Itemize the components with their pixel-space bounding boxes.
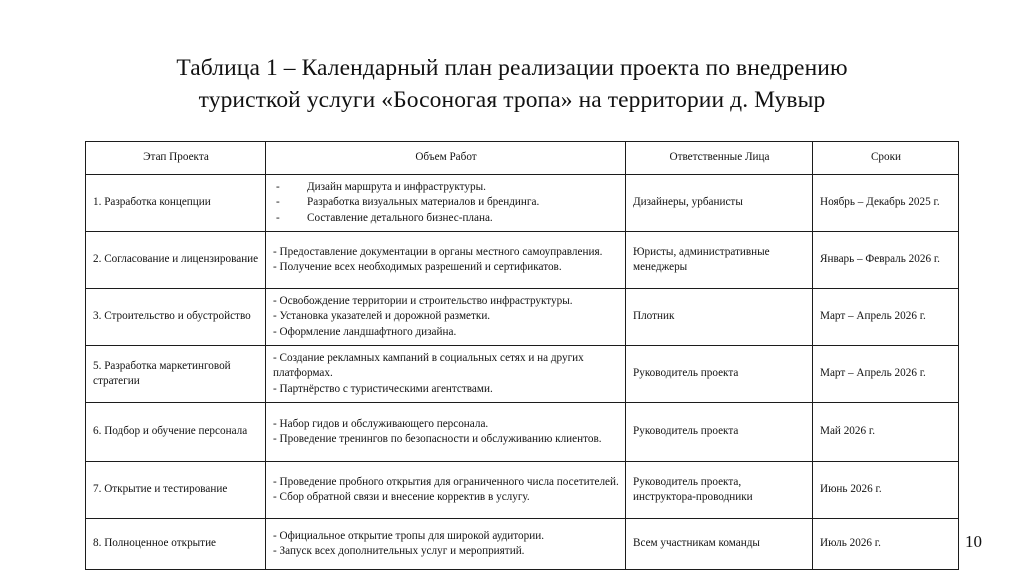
cell-owner: Дизайнеры, урбанисты (626, 175, 813, 232)
scope-list-item: - Освобождение территории и строительство инфраструктуры. (273, 294, 573, 307)
scope-list-item: - Партнёрство с туристическими агентствами. (273, 382, 493, 395)
table-row (86, 462, 959, 519)
scope-list (273, 245, 619, 276)
cell-stage: 7. Открытие и тестирование (86, 462, 266, 519)
cell-scope (266, 232, 626, 289)
cell-owner: Плотник (626, 289, 813, 346)
cell-owner: Юристы, административные менеджеры (626, 232, 813, 289)
scope-item-text: Составление детального бизнес-плана. (307, 211, 493, 224)
scope-list-item: - Набор гидов и обслуживающего персонала. (273, 417, 489, 430)
cell-stage: 2. Согласование и лицензирование (86, 232, 266, 289)
cell-terms: Июнь 2026 г. (813, 462, 959, 519)
page-number: 10 (965, 532, 982, 551)
cell-stage: 1. Разработка концепции (86, 175, 266, 232)
scope-list-item (273, 211, 619, 226)
scope-list (273, 475, 619, 506)
table-row (86, 346, 959, 403)
column-header-stage: Этап Проекта (86, 142, 266, 175)
cell-stage: 5. Разработка маркетинговой стратегии (86, 346, 266, 403)
scope-item-text: Разработка визуальных материалов и брендинга. (307, 196, 540, 209)
cell-owner: Руководитель проекта (626, 403, 813, 462)
scope-list (273, 180, 619, 226)
scope-list-item: - Предоставление документации в органы местного самоуправления. (273, 245, 603, 258)
cell-terms: Март – Апрель 2026 г. (813, 289, 959, 346)
cell-owner: Всем участникам команды (626, 519, 813, 570)
scope-list-item: - Проведение пробного открытия для ограниченного числа посетителей. (273, 475, 619, 488)
cell-terms: Январь – Февраль 2026 г. (813, 232, 959, 289)
scope-list (273, 417, 619, 448)
cell-terms: Ноябрь – Декабрь 2025 г. (813, 175, 959, 232)
cell-terms: Март – Апрель 2026 г. (813, 346, 959, 403)
table-body (86, 175, 959, 570)
scope-list (273, 294, 619, 340)
table-header (86, 142, 959, 175)
column-header-owner: Ответственные Лица (626, 142, 813, 175)
scope-list-item: - Проведение тренингов по безопасности и обслуживанию клиентов. (273, 433, 602, 445)
table-row (86, 289, 959, 346)
cell-owner: Руководитель проекта, инструктора-проводники (626, 462, 813, 519)
column-header-scope: Объем Работ (266, 142, 626, 175)
cell-scope (266, 403, 626, 462)
cell-scope (266, 289, 626, 346)
scope-list-item (273, 180, 619, 195)
table-row (86, 232, 959, 289)
scope-list (273, 351, 619, 397)
table-row (86, 519, 959, 570)
cell-stage: 8. Полноценное открытие (86, 519, 266, 570)
cell-scope (266, 346, 626, 403)
page-title-line-2: туристкой услуги «Босоногая тропа» на территории д. Мувыр (198, 87, 826, 113)
cell-owner: Руководитель проекта (626, 346, 813, 403)
bullet-dash-icon: - (276, 196, 280, 209)
cell-terms: Май 2026 г. (813, 403, 959, 462)
cell-scope (266, 519, 626, 570)
scope-list-item: - Установка указателей и дорожной разметки. (273, 310, 491, 323)
scope-item-text: Дизайн маршрута и инфраструктуры. (307, 180, 486, 193)
scope-list-item: - Оформление ландшафтного дизайна. (273, 325, 457, 338)
column-header-terms: Сроки (813, 142, 959, 175)
cell-scope (266, 175, 626, 232)
scope-list-item: - Создание рекламных кампаний в социальных сетях и на других платформах. (273, 351, 584, 380)
cell-terms: Июль 2026 г. (813, 519, 959, 570)
bullet-dash-icon: - (276, 180, 280, 193)
calendar-plan-table (85, 141, 959, 570)
cell-stage: 6. Подбор и обучение персонала (86, 403, 266, 462)
table-row (86, 175, 959, 232)
cell-stage: 3. Строительство и обустройство (86, 289, 266, 346)
cell-scope (266, 462, 626, 519)
scope-list-item (273, 195, 619, 210)
scope-list-item: - Сбор обратной связи и внесение корректив в услугу. (273, 491, 530, 503)
table-row (86, 403, 959, 462)
table-header-row (86, 142, 959, 175)
scope-list-item: - Официальное открытие тропы для широкой аудитории. (273, 529, 544, 542)
page-title (112, 52, 912, 116)
bullet-dash-icon: - (276, 211, 280, 224)
calendar-plan-table-container (85, 141, 958, 570)
page-title-line-1: Таблица 1 – Календарный план реализации проекта по внедрению (176, 55, 848, 81)
scope-list-item: - Получение всех необходимых разрешений и сертификатов. (273, 261, 562, 273)
scope-list (273, 529, 619, 560)
scope-list-item: - Запуск всех дополнительных услуг и мероприятий. (273, 545, 525, 557)
